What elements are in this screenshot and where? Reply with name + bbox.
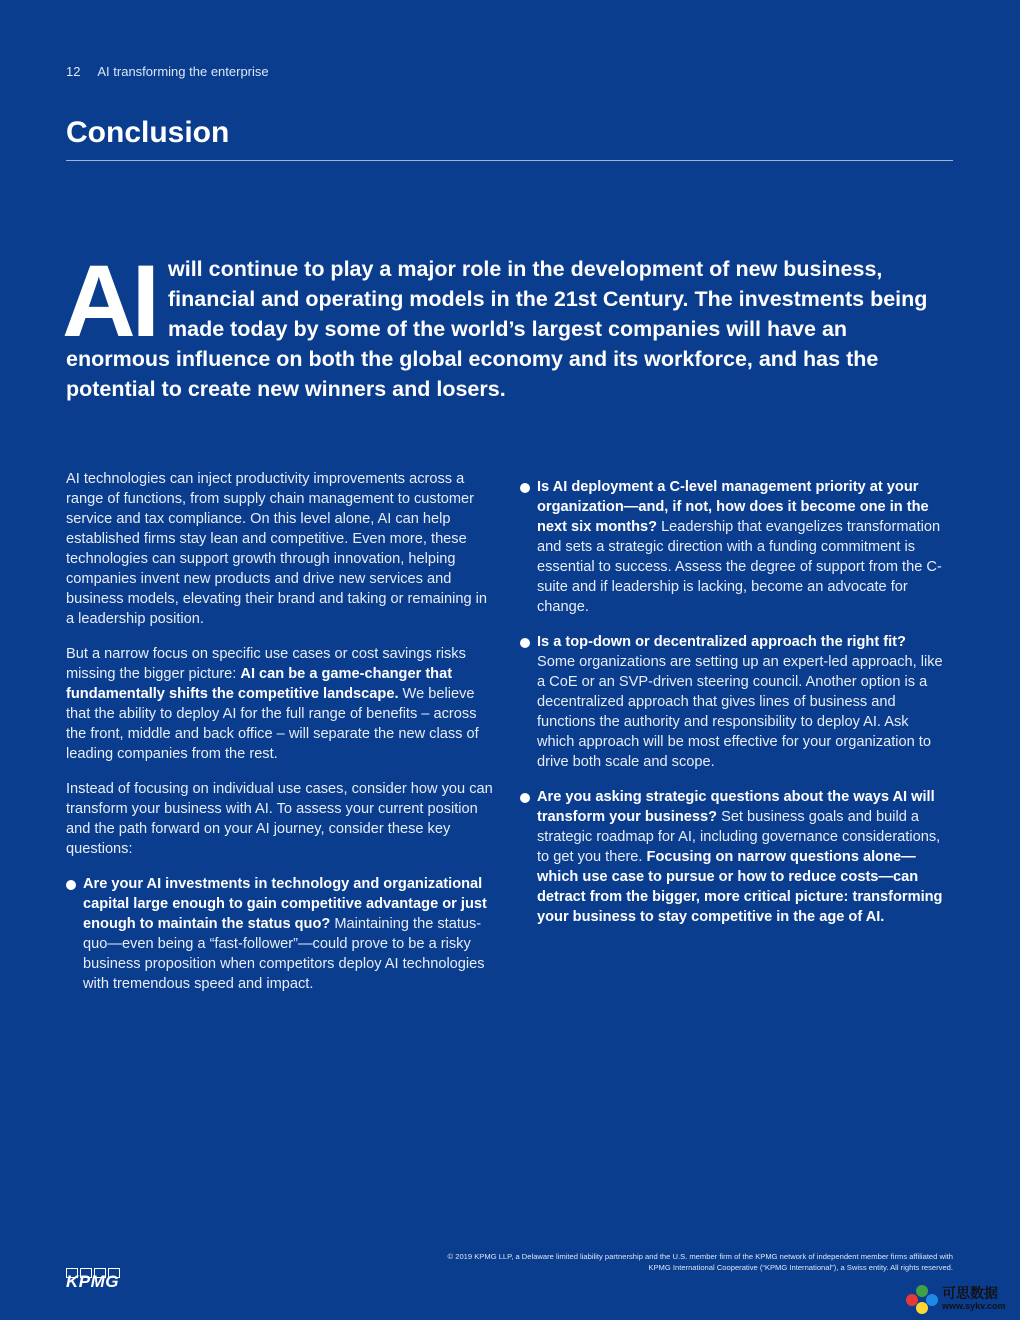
bullet-item-3 (520, 632, 948, 772)
bullet-dot-icon (520, 638, 530, 648)
right-column (520, 477, 948, 942)
bullet-4-emphasis: Focusing on narrow questions alone—which use case to pursue or how to reduce costs—can detract from the bigger, more critical picture: transforming your business to stay competitive in the age of AI. (537, 849, 943, 925)
document-title: AI transforming the enterprise (97, 64, 269, 79)
bullet-1-question: Are your AI investments in technology and organizational capital large enough to gain competitive advantage or just enough to maintain the status quo? (83, 876, 487, 932)
paragraph-2 (66, 644, 498, 764)
lead-paragraph (62, 244, 946, 404)
bullet-2-question: Is AI deployment a C-level management priority at your organization—and, if not, how does it become one in the next six months? (537, 479, 929, 535)
watermark (906, 1283, 1016, 1317)
bullet-dot-icon (520, 793, 530, 803)
copyright-line-2: KPMG International Cooperative (“KPMG International”), a Swiss entity. All rights reserved. (648, 1263, 953, 1272)
bullet-item-1 (66, 874, 498, 994)
lead-text: will continue to play a major role in the development of new business, financial and operating models in the 21st Century. The investments being made today by some of the world’s largest companies will have an enormous influence on both the global economy and its workforce, and has the potential to create new winners and losers. (66, 257, 928, 401)
kpmg-logo (66, 1268, 130, 1292)
paragraph-1: AI technologies can inject productivity improvements across a range of functions, from supply chain management to customer service and tax compliance. On this level alone, AI can help established firms stay lean and competitive. Even more, these technologies can support growth through innovation, helping companies invent new products and drive new services and business models, elevating their brand and taking or remaining in a leadership position. (66, 471, 488, 627)
watermark-text: 可思数据 (942, 1285, 998, 1301)
copyright-line-1: © 2019 KPMG LLP, a Delaware limited liability partnership and the U.S. member firm of the KPMG network of independent member firms affiliated with (447, 1252, 953, 1261)
paragraph-2-text-a: But a narrow focus on specific use cases or cost savings risks missing the bigger picture: (66, 646, 466, 682)
bullet-dot-icon (520, 483, 530, 493)
dropcap: AI (62, 244, 156, 358)
page-number: 12 (66, 64, 81, 79)
bullet-1-text: Maintaining the status-quo—even being a “fast-follower”—could prove to be a risky business proposition when competitors deploy AI technologies with tremendous speed and impact. (83, 916, 485, 992)
paragraph-2-emphasis: AI can be a game-changer that fundamentally shifts the competitive landscape. (66, 666, 453, 702)
copyright-notice (353, 1251, 953, 1273)
kpmg-logo-wordmark: KPMG (66, 1272, 119, 1291)
bullet-4-text: Set business goals and build a strategic roadmap for AI, including governance considerations, to get you there. (537, 809, 941, 865)
bullet-dot-icon (66, 880, 76, 890)
bullet-3-question: Is a top-down or decentralized approach the right fit? (537, 634, 906, 650)
bullet-2-text: Leadership that evangelizes transformation and sets a strategic direction with a funding commitment is essential to success. Assess the degree of support from the C-suite and if leadership is lacking, become an advocate for change. (537, 519, 942, 615)
title-divider (66, 160, 953, 161)
paragraph-2-text-b: We believe that the ability to deploy AI for the full range of benefits – across the front, middle and back office – will separate the new class of leading companies from the rest. (66, 686, 479, 762)
bullet-item-4 (520, 787, 948, 927)
bullet-item-2 (520, 477, 948, 617)
bullet-3-text: Some organizations are setting up an expert-led approach, like a CoE or an SVP-driven steering council. Another option is a decentralized approach that gives lines of business and functions the authority and responsibility to deploy AI. Ask which approach will be most effective for your organization to drive both scale and scope. (537, 654, 943, 770)
watermark-url: www.sykv.com (942, 1301, 1006, 1311)
bullet-4-question: Are you asking strategic questions about the ways AI will transform your business? (537, 789, 935, 825)
section-title: Conclusion (66, 116, 230, 149)
watermark-dots-icon (906, 1285, 940, 1315)
left-column (66, 469, 498, 1009)
running-header (66, 64, 283, 79)
paragraph-3: Instead of focusing on individual use cases, consider how you can transform your business with AI. To assess your current position and the path forward on your AI journey, consider these key questions: (66, 781, 493, 857)
